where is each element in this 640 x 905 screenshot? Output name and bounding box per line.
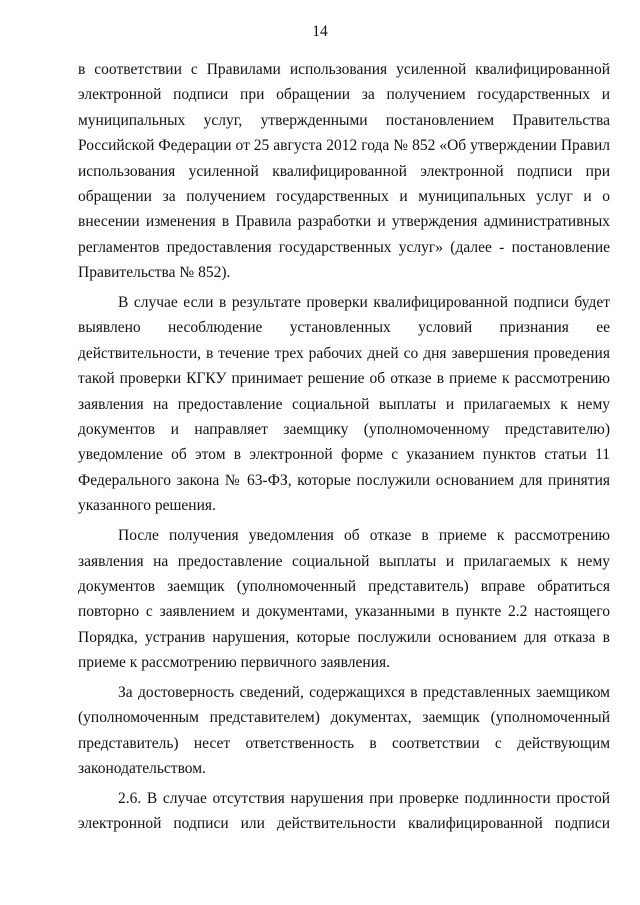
document-body bbox=[78, 57, 610, 837]
paragraph-signature-check-refusal: В случае если в результате проверки квалифицированной подписи будет выявлено несоблюдение установленных условий признания ее действительности, в течение трех рабочих дней со дня завершения проведения такой проверки КГКУ принимает решение об отказе в приеме к рассмотрению заявления на предоставление социальной выплаты и прилагаемых к нему документов и направляет заемщику (уполномоченному представителю) уведомление об этом в электронной форме с указанием пунктов статьи 11 Федерального закона № 63-ФЗ, которые послужили основанием для принятия указанного решения. bbox=[78, 294, 610, 515]
paragraph-section-2-6: 2.6. В случае отсутствия нарушения при проверке подлинности простой электронной подписи или действительности квалифицированной подписи bbox=[78, 789, 610, 833]
paragraph-responsibility: За достоверность сведений, содержащихся в представленных заемщиком (уполномоченным представителем) документах, заемщик (уполномоченный представитель) несет ответственность в соответствии с действующим законодательством. bbox=[78, 683, 610, 778]
page-number: 14 bbox=[312, 23, 328, 40]
paragraph-repeat-application: После получения уведомления об отказе в приеме к рассмотрению заявления на предоставление социальной выплаты и прилагаемых к нему документов заемщик (уполномоченный представитель) вправе обратиться повторно с заявлением и документами, указанными в пункте 2.2 настоящего Порядка, устранив нарушения, которые послужили основанием для отказа в приеме к рассмотрению первичного заявления. bbox=[78, 527, 610, 672]
paragraph-continuation: в соответствии с Правилами использования усиленной квалифицированной электронной подписи при обращении за получением государственных и муниципальных услуг, утвержденными постановлением Правительства Российской Федерации от 25 августа 2012 года № 852 «Об утверждении Правил использования усиленной квалифицированной электронной подписи при обращении за получением государственных и муниципальных услуг и о внесении изменения в Правила разработки и утверждения административных регламентов предоставления государственных услуг» (далее - постановление Правительства № 852). bbox=[78, 61, 610, 282]
